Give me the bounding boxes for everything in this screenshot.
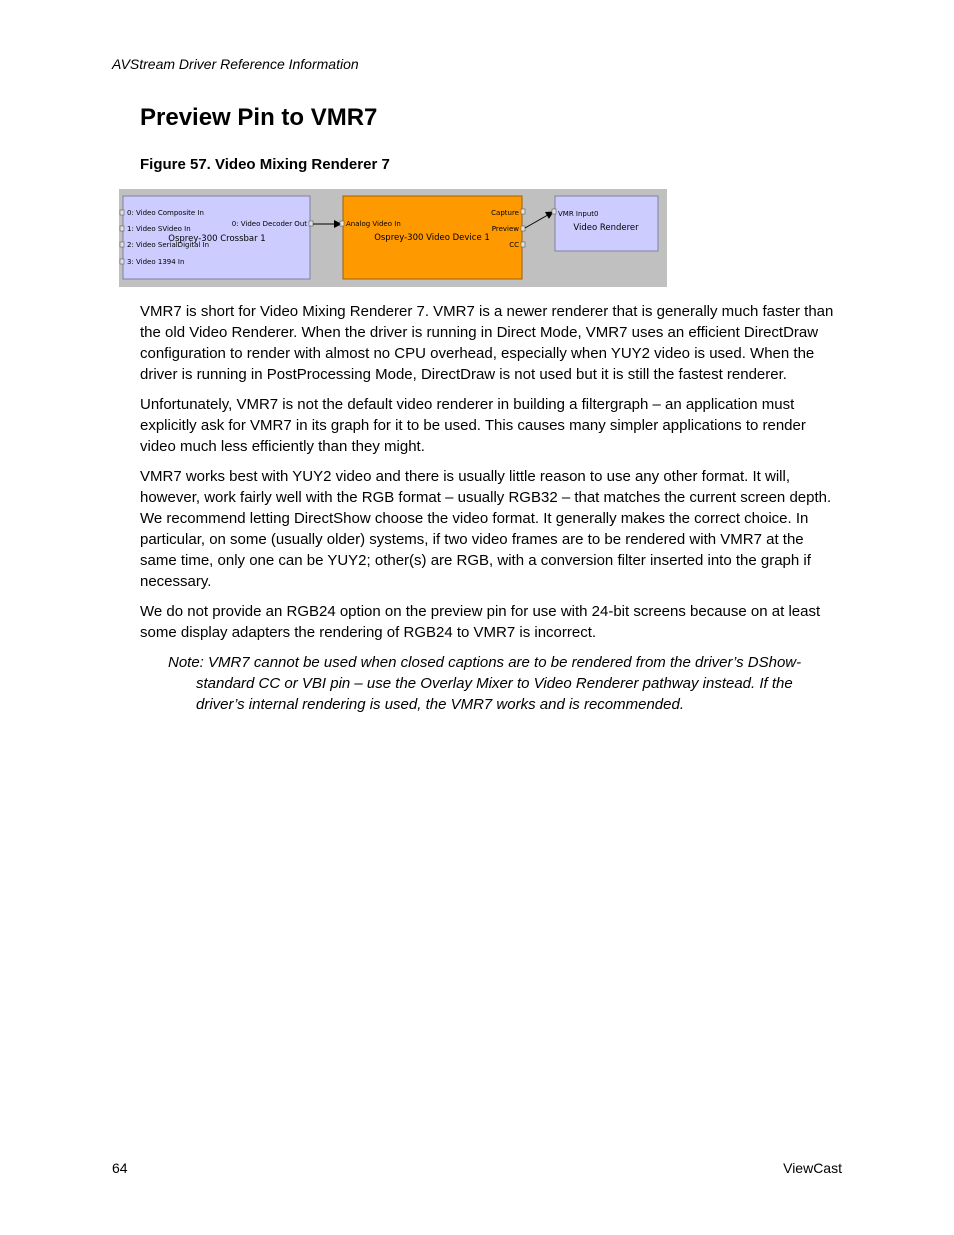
crossbar-input-pin: 0: Video Composite In: [127, 209, 204, 217]
renderer-name: Video Renderer: [573, 223, 639, 233]
crossbar-output-pin: 0: Video Decoder Out: [231, 220, 307, 228]
footer-company: ViewCast: [783, 1160, 842, 1176]
pin-connector[interactable]: [552, 209, 556, 214]
paragraph: Unfortunately, VMR7 is not the default video renderer in building a filtergraph – an application must explicitly ask for VMR7 in its graph for it to be used. This causes many simpler applications to render video much less efficiently than they might.: [140, 396, 806, 455]
section-title: Preview Pin to VMR7: [140, 104, 378, 131]
figure-caption: Figure 57. Video Mixing Renderer 7: [140, 156, 390, 173]
pin-connector[interactable]: [340, 221, 344, 226]
paragraph: VMR7 works best with YUY2 video and there is usually little reason to use any other format. It will, however, work fairly well with the RGB format – usually RGB32 – that matches the current screen depth. We recommend letting DirectShow choose the video format. It generally makes the correct choice. In particular, on some (usually older) systems, if two video frames are to be rendered with VMR7 at the same time, only one can be YUY2; other(s) are RGB, with a conversion filter inserted into the graph if necessary.: [140, 468, 832, 590]
video-device-filter[interactable]: [340, 196, 525, 279]
device-output-pin: Preview: [491, 225, 519, 233]
connection-arrow: [525, 212, 553, 228]
pin-connector[interactable]: [120, 226, 124, 231]
filter-graph-figure: [119, 189, 667, 287]
renderer-input-pin: VMR Input0: [558, 210, 599, 218]
crossbar-input-pin: 2: Video SerialDigital In: [127, 241, 210, 249]
crossbar-input-pin: 1: Video SVideo In: [127, 225, 191, 233]
device-output-pin: CC: [509, 241, 519, 249]
device-name: Osprey-300 Video Device 1: [374, 233, 490, 243]
pin-connector[interactable]: [521, 242, 525, 247]
paragraph: We do not provide an RGB24 option on the preview pin for use with 24-bit screens because on at least some display adapters the rendering of RGB24 to VMR7 is incorrect.: [140, 603, 821, 641]
crossbar-name: Osprey-300 Crossbar 1: [168, 234, 266, 244]
running-header: AVStream Driver Reference Information: [112, 56, 359, 72]
device-input-pin: Analog Video In: [346, 220, 401, 228]
pin-connector[interactable]: [120, 210, 124, 215]
body-text: [140, 301, 842, 715]
page-number: 64: [112, 1160, 128, 1176]
pin-connector[interactable]: [521, 209, 525, 214]
crossbar-filter[interactable]: [120, 196, 313, 279]
crossbar-input-pin: 3: Video 1394 In: [127, 258, 185, 266]
paragraph: VMR7 is short for Video Mixing Renderer 7. VMR7 is a newer renderer that is generally much faster than the old Video Renderer. When the driver is running in Direct Mode, VMR7 uses an efficient DirectDraw configuration to render with almost no CPU overhead, especially when YUY2 video is used. When the driver is running in PostProcessing Mode, DirectDraw is not used but it is still the fastest renderer.: [140, 303, 834, 383]
pin-connector[interactable]: [120, 242, 124, 247]
note: Note: VMR7 cannot be used when closed captions are to be rendered from the driver’s DShow-standard CC or VBI pin – use the Overlay Mixer to Video Renderer pathway instead. If the driver’s internal rendering is used, the VMR7 works and is recommended.: [168, 654, 802, 713]
pin-connector[interactable]: [120, 259, 124, 264]
pin-connector[interactable]: [309, 221, 313, 226]
device-output-pin: Capture: [491, 209, 519, 217]
pin-connector[interactable]: [521, 226, 525, 231]
video-renderer-filter[interactable]: [552, 196, 658, 251]
